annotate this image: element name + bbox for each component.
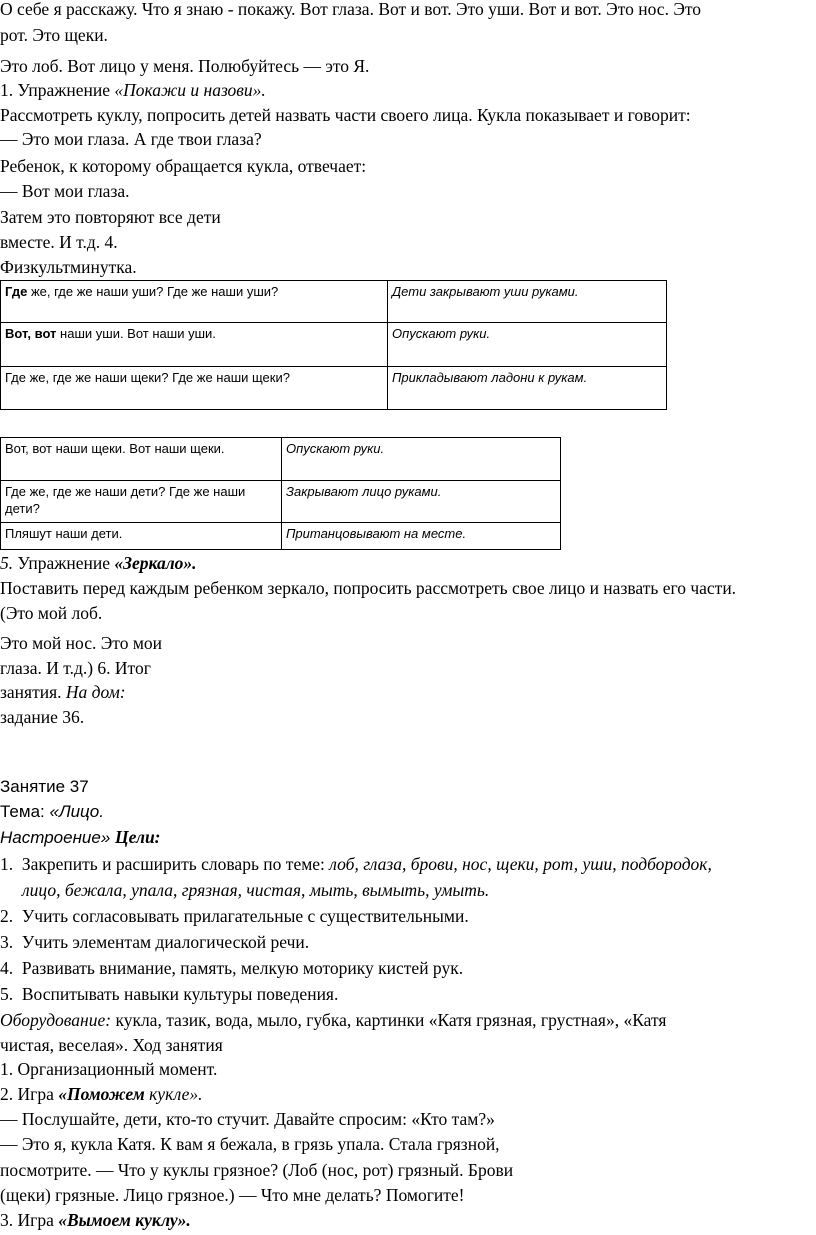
table-cell (1, 281, 388, 323)
step-3-prefix: 3. Игра (0, 1210, 59, 1230)
goal-number: 4. (0, 958, 14, 978)
step-3-title: «Вымоем куклу». (58, 1210, 191, 1230)
table-row (1, 367, 667, 410)
table-cell-action: Закрывают лицо руками. (282, 481, 561, 523)
exercise-5-line-2: (Это мой лоб. (0, 603, 103, 623)
goal-4 (0, 957, 463, 979)
lesson-topic (0, 801, 104, 823)
topic-label: Тема (0, 802, 41, 821)
table-cell-action: Опускают руки. (388, 323, 667, 367)
table-cell-action: Пританцовывают на месте. (282, 523, 561, 550)
table-row (1, 281, 667, 323)
intro-line-11: Физкультминутка. (0, 257, 137, 277)
goal-number: 1. (0, 854, 14, 874)
exercise-5-line-3: Это мой нос. Это мои (0, 633, 163, 653)
table-cell: Пляшут наши дети. (1, 523, 282, 550)
cell-text: Где же, где же наши щеки? Где же наши щеки? (5, 370, 290, 385)
exercise-5-number: 5. (0, 553, 14, 573)
step-2-title-rest: кукле». (144, 1084, 203, 1104)
goal-1 (0, 853, 712, 875)
table-cell (1, 323, 388, 367)
exercise-1-title: «Покажи и назови». (114, 80, 266, 100)
summary-text: занятия. (0, 682, 66, 702)
goal-number: 5. (0, 984, 14, 1004)
table-cell-action: Прикладывают ладони к рукам. (388, 367, 667, 410)
exercise-1-prefix: 1. Упражнение (0, 80, 115, 100)
dialog-line-3: посмотрите. — Что у куклы грязное? (Лоб (нос, рот) грязный. Брови (0, 1160, 514, 1180)
step-3 (0, 1209, 191, 1231)
dialog-line-1: — Послушайте, дети, кто-то стучит. Давайте спросим: «Кто там?» (0, 1109, 495, 1129)
lesson-title: Занятие 37 (0, 777, 89, 796)
goal-3 (0, 931, 309, 953)
table-cell (1, 367, 388, 410)
mood-label: Настроение» (0, 828, 116, 847)
cell-bold-text: Где (5, 284, 28, 299)
dialog-line-4: (щеки) грязные. Лицо грязное.) — Что мне делать? Помогите! (0, 1185, 465, 1205)
table-cell: Где же, где же наши дети? Где же наши дети? (1, 481, 282, 523)
topic-colon: : (40, 802, 50, 821)
table-cell-action: Дети закрывают уши руками. (388, 281, 667, 323)
intro-line-6: — Это мои глаза. А где твои глаза? (0, 129, 262, 149)
goal-text: Развивать внимание, память, мелкую моторику кистей рук. (21, 958, 464, 978)
lesson-mood-goals (0, 826, 161, 849)
equipment-line (0, 1009, 666, 1031)
table-row (1, 523, 561, 550)
goal-text: Учить элементам диалогической речи. (21, 932, 310, 952)
exercise-table-1 (0, 280, 667, 410)
exercise-5-line-4: глаза. И т.д.) 6. Итог (0, 658, 151, 678)
goal-5 (0, 983, 338, 1005)
table-row (1, 438, 561, 481)
exercise-5-heading (0, 552, 197, 574)
cell-text: наши уши. Вот наши уши. (56, 326, 216, 341)
goal-number: 3. (0, 932, 14, 952)
intro-line-10: вместе. И т.д. 4. (0, 232, 118, 252)
exercise-5-title: «Зеркало». (114, 553, 197, 573)
homework-label: На дом: (65, 682, 126, 702)
intro-line-7: Ребенок, к которому обращается кукла, отвечает: (0, 156, 367, 176)
intro-line-3: Это лоб. Вот лицо у меня. Полюбуйтесь — это Я. (0, 56, 370, 76)
equipment-text: кукла, тазик, вода, мыло, губка, картинки «Катя грязная, грустная», «Катя (111, 1010, 667, 1030)
table-cell-action: Опускают руки. (282, 438, 561, 481)
table-row (1, 481, 561, 523)
equipment-label: Оборудование: (0, 1010, 112, 1030)
goal-text: Воспитывать навыки культуры поведения. (21, 984, 339, 1004)
intro-line-2: рот. Это щеки. (0, 25, 108, 45)
intro-line-9: Затем это повторяют все дети (0, 207, 221, 227)
goal-vocab: лоб, глаза, брови, нос, щеки, рот, уши, подбородок, (329, 854, 712, 874)
table-cell: Вот, вот наши щеки. Вот наши щеки. (1, 438, 282, 481)
goal-2 (0, 905, 469, 927)
equipment-line-2: чистая, веселая». Ход занятия (0, 1035, 223, 1055)
cell-text: же, где же наши уши? Где же наши уши? (27, 284, 279, 299)
step-2 (0, 1083, 203, 1105)
topic-value: «Лицо. (49, 802, 104, 821)
dialog-line-2: — Это я, кукла Катя. К вам я бежала, в грязь упала. Стала грязной, (0, 1134, 500, 1154)
intro-line-1: О себе я расскажу. Что я знаю - покажу. Вот глаза. Вот и вот. Это уши. Вот и вот. Это нос. Это (0, 0, 702, 19)
goal-1-continued: лицо, бежала, упала, грязная, чистая, мыть, вымыть, умыть. (22, 880, 490, 900)
goal-text: Закрепить и расширить словарь по теме: (21, 854, 330, 874)
cell-bold-text: Вот, вот (5, 326, 57, 341)
goal-number: 2. (0, 906, 14, 926)
goal-text: Учить согласовывать прилагательные с существительными. (21, 906, 469, 926)
step-2-prefix: 2. Игра (0, 1084, 59, 1104)
step-1: 1. Организационный момент. (0, 1059, 218, 1079)
goals-label: Цели: (115, 827, 161, 847)
exercise-5-prefix: Упражнение (13, 553, 115, 573)
intro-line-5: Рассмотреть куклу, попросить детей назвать части своего лица. Кукла показывает и говорит: (0, 105, 691, 125)
exercise-5-line-6: задание 36. (0, 707, 85, 727)
exercise-5-line-5 (0, 681, 126, 703)
step-2-title-bold: «Поможем (58, 1084, 145, 1104)
exercise-table-2 (0, 437, 561, 550)
table-row (1, 323, 667, 367)
intro-line-8: — Вот мои глаза. (0, 181, 130, 201)
exercise-5-line-1: Поставить перед каждым ребенком зеркало, попросить рассмотреть свое лицо и назвать его части. (0, 578, 737, 598)
exercise-1-heading (0, 79, 266, 101)
